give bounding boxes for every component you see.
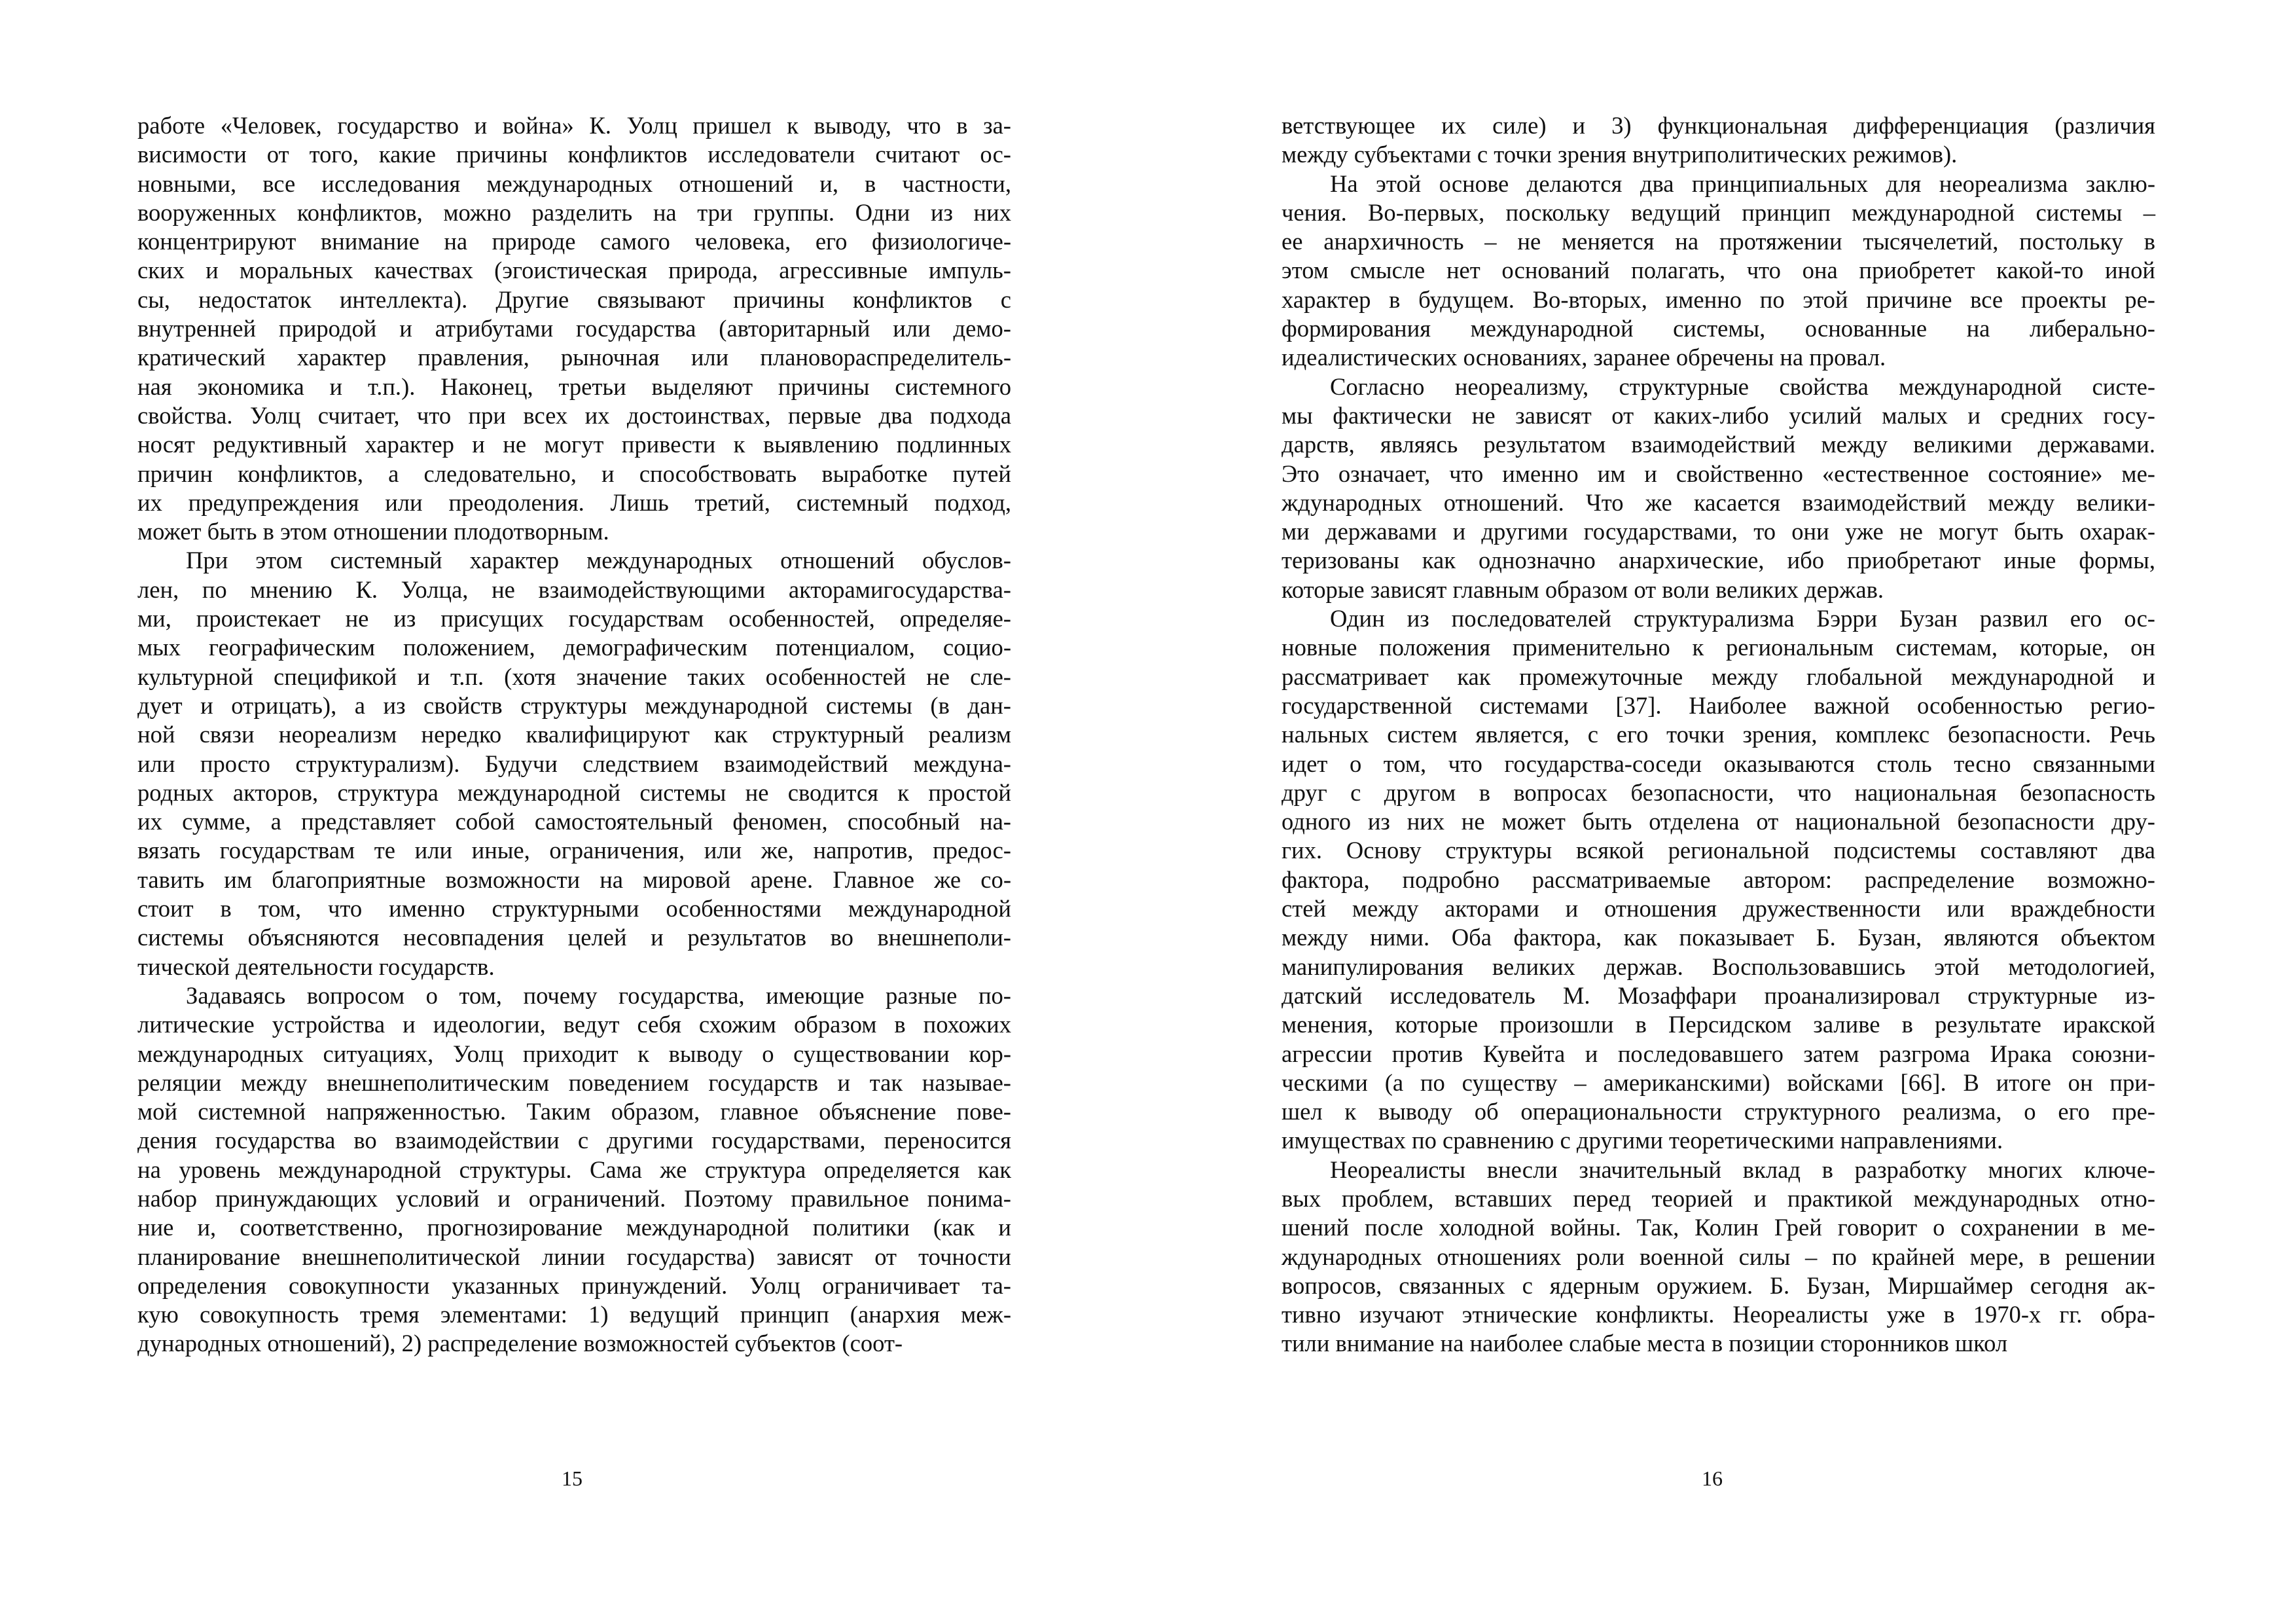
text-line: вооруженных конфликтов, можно разделить на три группы. Одни из них: [137, 198, 1011, 226]
text-line: рассматривает как промежуточные между глобальной международной и: [1282, 663, 2155, 690]
text-line: родных акторов, структура международной системы не сводится к простой: [137, 778, 1011, 806]
text-line: тавить им благоприятные возможности на мировой арене. Главное же со-: [137, 866, 1011, 893]
text-line: ческими (а по существу – американскими) войсками [66]. В итоге он при-: [1282, 1068, 2155, 1096]
text-line: Один из последователей структурализма Бэрри Бузан развил его ос-: [1330, 605, 2155, 632]
text-line: тической деятельности государств.: [137, 953, 495, 980]
paragraph: [1282, 170, 2155, 373]
text-line: мы фактически не зависят от каких-либо усилий малых и средних госу-: [1282, 401, 2155, 429]
text-line: Задаваясь вопросом о том, почему государства, имеющие разные по-: [186, 981, 1011, 1009]
text-line: свойства. Уолц считает, что при всех их достоинствах, первые два подхода: [137, 401, 1011, 429]
text-line: формирования международной системы, основанные на либерально-: [1282, 315, 2155, 342]
text-line: ной связи неореализм нередко квалифицируют как структурный реализм: [137, 721, 1011, 748]
text-line: внутренней природой и атрибутами государства (авторитарный или демо-: [137, 315, 1011, 342]
text-line: концентрируют внимание на природе самого человека, его физиологиче-: [137, 228, 1011, 255]
text-line: между субъектами с точки зрения внутриполитических режимов).: [1282, 141, 1958, 168]
text-line: кратический характер правления, рыночная или плановораспределитель-: [137, 344, 1011, 371]
text-line: друг с другом в вопросах безопасности, что национальная безопасность: [1282, 778, 2155, 806]
text-line: агрессии против Кувейта и последовавшего затем разгрома Ирака союзни-: [1282, 1040, 2155, 1067]
text-line: При этом системный характер международных отношений обуслов-: [186, 547, 1011, 574]
page-number-right: 16: [1702, 1467, 1723, 1490]
text-line: новные положения применительно к региональным системам, которые, он: [1282, 634, 2155, 661]
text-line: ная экономика и т.п.). Наконец, третьи выделяют причины системного: [137, 373, 1011, 400]
text-line: их предупреждения или преодоления. Лишь третий, системный подход,: [137, 488, 1011, 516]
text-line: реляции между внешнеполитическим поведением государств и так называе-: [137, 1068, 1011, 1096]
text-line: вязать государствам те или иные, ограничения, или же, напротив, предос-: [137, 837, 1011, 864]
text-line: ветствующее их силе) и 3) функциональная дифференциация (различия: [1282, 112, 2155, 139]
text-line: идет о том, что государства-соседи оказываются столь тесно связанными: [1282, 750, 2155, 777]
text-line: дународных отношений), 2) распределение возможностей субъектов (соот-: [137, 1330, 903, 1357]
text-line: ние и, соответственно, прогнозирование международной политики (как и: [137, 1214, 1011, 1241]
right-page: [1282, 111, 2155, 1359]
text-line: ждународных отношений. Что же касается взаимодействий между велики-: [1282, 488, 2155, 516]
text-line: шел к выводу об операциональности структурного реализма, о его пре-: [1282, 1098, 2155, 1125]
text-line: идеалистических основаниях, заранее обречены на провал.: [1282, 344, 1886, 371]
text-line: государственной системами [37]. Наиболее важной особенностью регио-: [1282, 691, 2155, 719]
text-line: вых проблем, вставших перед теорией и практикой международных отно-: [1282, 1184, 2155, 1212]
text-line: сы, недостаток интеллекта). Другие связывают причины конфликтов с: [137, 285, 1011, 313]
text-line: гих. Основу структуры всякой региональной подсистемы составляют два: [1282, 837, 2155, 864]
text-line: Это означает, что именно им и свойственно «естественное состояние» ме-: [1282, 460, 2155, 487]
text-line: этом смысле нет оснований полагать, что она приобретет какой-то иной: [1282, 257, 2155, 284]
paragraph: [137, 111, 1011, 546]
text-line: чения. Во-первых, поскольку ведущий принцип международной системы –: [1282, 198, 2155, 226]
text-line: ее анархичность – не меняется на протяжении тысячелетий, постольку в: [1282, 228, 2155, 255]
text-line: висимости от того, какие причины конфликтов исследователи считают ос-: [137, 141, 1011, 168]
text-line: теризованы как однозначно анархические, ибо приобретают иные формы,: [1282, 547, 2155, 574]
text-line: дарств, являясь результатом взаимодействий между великими державами.: [1282, 431, 2155, 458]
text-line: культурной спецификой и т.п. (хотя значение таких особенностей не сле-: [137, 663, 1011, 690]
text-line: Неореалисты внесли значительный вклад в разработку многих ключе-: [1330, 1156, 2155, 1183]
text-line: между ними. Оба фактора, как показывает Б. Бузан, являются объектом: [1282, 924, 2155, 951]
text-line: тивно изучают этнические конфликты. Неореалисты уже в 1970-х гг. обра-: [1282, 1301, 2155, 1328]
text-line: характер в будущем. Во-вторых, именно по этой причине все проекты ре-: [1282, 285, 2155, 313]
text-line: на уровень международной структуры. Сама же структура определяется как: [137, 1156, 1011, 1183]
text-line: носят редуктивный характер и не могут привести к выявлению подлинных: [137, 431, 1011, 458]
paragraph: [1282, 111, 2155, 170]
text-line: имуществах по сравнению с другими теоретическими направлениями.: [1282, 1127, 2003, 1154]
text-line: датский исследователь М. Мозаффари проанализировал структурные из-: [1282, 981, 2155, 1009]
text-line: стоит в том, что именно структурными особенностями международной: [137, 895, 1011, 922]
text-line: одного из них не может быть отделена от национальной безопасности дру-: [1282, 808, 2155, 835]
paragraph: [137, 546, 1011, 981]
text-line: фактора, подробно рассматриваемые автором: распределение возможно-: [1282, 866, 2155, 893]
text-line: причин конфликтов, а следовательно, и способствовать выработке путей: [137, 460, 1011, 487]
text-line: Согласно неореализму, структурные свойства международной систе-: [1330, 373, 2155, 400]
text-line: ми державами и другими государствами, то они уже не могут быть охарак-: [1282, 518, 2155, 545]
paragraph: [1282, 604, 2155, 1156]
text-line: шений после холодной войны. Так, Колин Грей говорит о сохранении в ме-: [1282, 1214, 2155, 1241]
text-line: работе «Человек, государство и война» К. Уолц пришел к выводу, что в за-: [137, 112, 1011, 139]
paragraph: [1282, 1156, 2155, 1359]
text-line: дует и отрицать), а из свойств структуры международной системы (в дан-: [137, 691, 1011, 719]
text-line: менения, которые произошли в Персидском заливе в результате иракской: [1282, 1011, 2155, 1038]
text-line: ждународных отношениях роли военной силы – по крайней мере, в решении: [1282, 1243, 2155, 1270]
text-line: международных ситуациях, Уолц приходит к выводу о существовании кор-: [137, 1040, 1011, 1067]
text-line: стей между акторами и отношения дружественности или враждебности: [1282, 895, 2155, 922]
text-line: На этой основе делаются два принципиальных для неореализма заклю-: [1330, 170, 2155, 197]
paragraph: [137, 981, 1011, 1359]
text-line: их сумме, а представляет собой самостоятельный феномен, способный на-: [137, 808, 1011, 835]
text-line: определения совокупности указанных принуждений. Уолц ограничивает та-: [137, 1271, 1011, 1299]
text-line: набор принуждающих условий и ограничений. Поэтому правильное понима-: [137, 1184, 1011, 1212]
text-line: тили внимание на наиболее слабые места в позиции сторонников школ: [1282, 1330, 2008, 1357]
text-line: планирование внешнеполитической линии государства) зависят от точности: [137, 1243, 1011, 1270]
text-line: вопросов, связанных с ядерным оружием. Б. Бузан, Миршаймер сегодня ак-: [1282, 1271, 2155, 1299]
text-line: или просто структурализм). Будучи следствием взаимодействий междуна-: [137, 750, 1011, 777]
text-line: ми, проистекает не из присущих государствам особенностей, определяе-: [137, 605, 1011, 632]
text-line: ских и моральных качествах (эгоистическая природа, агрессивные импуль-: [137, 257, 1011, 284]
text-line: может быть в этом отношении плодотворным.: [137, 518, 609, 545]
text-line: которые зависят главным образом от воли великих держав.: [1282, 575, 1884, 603]
text-line: нальных систем является, с его точки зрения, комплекс безопасности. Речь: [1282, 721, 2155, 748]
text-line: новными, все исследования международных отношений и, в частности,: [137, 170, 1011, 197]
text-line: кую совокупность тремя элементами: 1) ведущий принцип (анархия меж-: [137, 1301, 1011, 1328]
left-page: [137, 111, 1011, 1359]
paragraph: [1282, 373, 2155, 604]
text-line: манипулирования великих держав. Воспользовавшись этой методологией,: [1282, 953, 2155, 980]
text-line: дения государства во взаимодействии с другими государствами, переносится: [137, 1127, 1011, 1154]
text-line: лен, по мнению К. Уолца, не взаимодействующими акторамигосударства-: [137, 575, 1011, 603]
page-number-left: 15: [562, 1467, 583, 1490]
text-line: литические устройства и идеологии, ведут себя схожим образом в похожих: [137, 1011, 1011, 1038]
text-line: мой системной напряженностью. Таким образом, главное объяснение пове-: [137, 1098, 1011, 1125]
text-line: мых географическим положением, демографическим потенциалом, социо-: [137, 634, 1011, 661]
text-line: системы объясняются несовпадения целей и результатов во внешнеполи-: [137, 924, 1011, 951]
